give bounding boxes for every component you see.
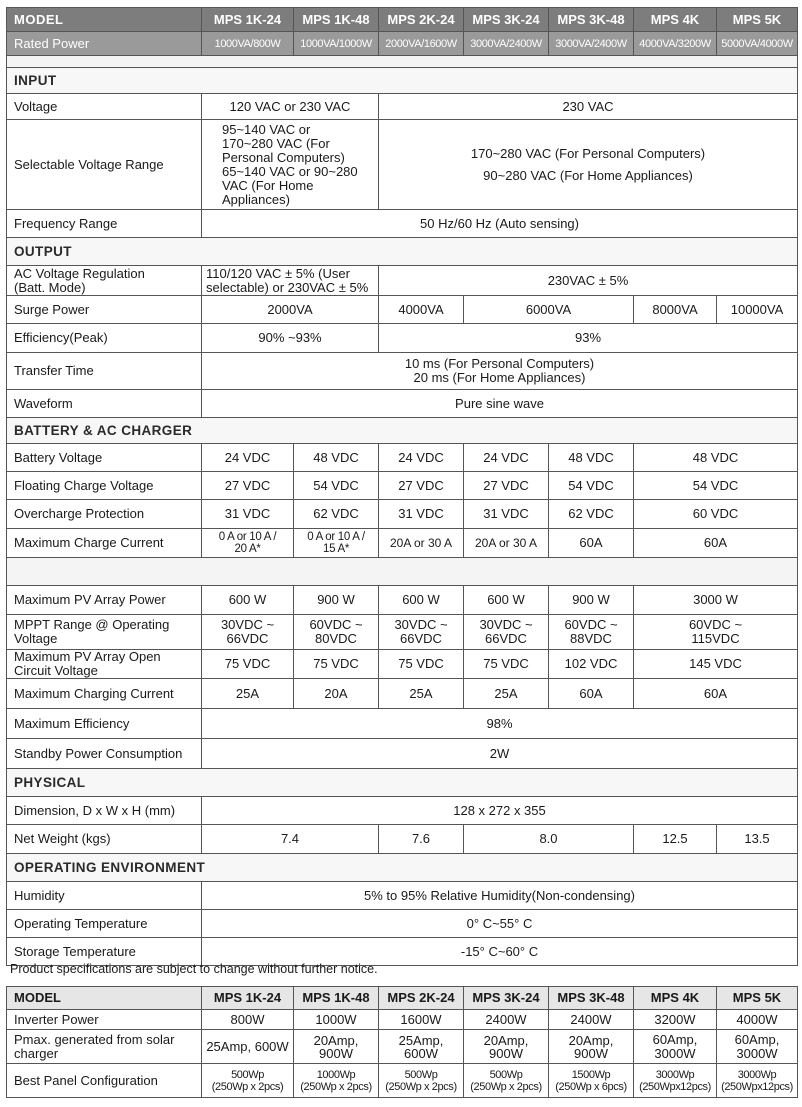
spec-value-line: 60VDC ~ [688,617,743,632]
rated-power-value: 1000VA/1000W [294,32,379,56]
spec-value: 900 W [549,586,634,615]
spec-value-line: 80VDC [315,631,357,646]
spec-value: 20A or 30 A [379,529,464,558]
spec-value-line: 15 A* [323,543,349,555]
model-name: MPS 5K [717,987,798,1010]
spec-value: 75 VDC [294,650,379,679]
spec-value: 230VAC ± 5% [379,266,798,296]
spec-value: 2400W [464,1010,549,1030]
spec-value [634,1064,717,1098]
spec-label: Humidity [7,882,202,910]
spec-label-line: (Batt. Mode) [14,279,86,295]
spec-value-line: 60Amp, [652,1031,698,1047]
spec-label: Voltage [7,94,202,120]
spec-value: 25Amp, 600W [379,1030,464,1064]
spec-value [549,1064,634,1098]
spec-label: Maximum Charging Current [7,679,202,709]
spec-value-line: VAC (For Home [222,177,314,193]
section-title-output: OUTPUT [7,238,798,266]
spec-value: 120 VAC or 230 VAC [202,94,379,120]
spec-value [379,120,798,210]
spec-value-line: 500Wp [231,1068,264,1081]
spec-value-line: 1500Wp [571,1068,611,1081]
spec-value: 0° C~55° C [202,910,798,938]
model-name: MPS 1K-24 [202,987,294,1010]
spec-label: Maximum Efficiency [7,709,202,739]
spec-value: 800W [202,1010,294,1030]
spec-value: 75 VDC [379,650,464,679]
spec-row-mppt [7,615,798,650]
spec-value-line: 170~280 VAC (For Personal Computers) [470,145,706,161]
spec-value [464,1064,549,1098]
spec-row-max-charge [7,529,798,558]
spec-row-pmax [7,1030,798,1064]
spec-row-surge [7,296,798,324]
model-name: MPS 1K-48 [294,8,379,32]
model-name: MPS 2K-24 [379,987,464,1010]
spec-value-line: selectable) or 230VAC ± 5% [206,279,369,295]
spec-row-voltage [7,94,798,120]
spec-value: 2W [202,739,798,769]
spec-value-line: 30VDC ~ [394,617,448,632]
spec-value: 31 VDC [464,500,549,529]
spec-label [7,1030,202,1064]
spec-row-transfer [7,353,798,390]
model-label: MODEL [7,987,202,1010]
spec-row-efficiency [7,324,798,353]
spacer-row [7,56,798,68]
model-name: MPS 1K-48 [294,987,379,1010]
spec-label: Dimension, D x W x H (mm) [7,797,202,825]
spec-label-line: Pmax. generated from solar [14,1031,175,1047]
spec-row-waveform [7,390,798,418]
spec-value-line: 0 A or 10 A / [218,531,277,543]
spec-value: 27 VDC [464,472,549,500]
section-title-battery: BATTERY & AC CHARGER [7,418,798,444]
spec-value: 31 VDC [202,500,294,529]
spec-value: 7.4 [202,825,379,854]
spec-value-line: 60Amp, [734,1031,780,1047]
spec-value: 3200W [634,1010,717,1030]
spec-value [202,266,379,296]
spec-value [202,120,379,210]
spec-value: 27 VDC [379,472,464,500]
spec-value [717,1064,798,1098]
spec-value: 62 VDC [549,500,634,529]
spec-label [7,650,202,679]
model-name: MPS 1K-24 [202,8,294,32]
spec-value: 230 VAC [379,94,798,120]
spec-value [202,529,294,558]
rated-power-row [7,32,798,56]
spec-value-line: 66VDC [226,631,269,646]
section-title-input: INPUT [7,68,798,94]
spec-value: 600 W [202,586,294,615]
spec-value-line: 66VDC [485,631,527,646]
spec-value: 24 VDC [464,444,549,472]
spec-value: 54 VDC [634,472,798,500]
spec-value-line: 115VDC [691,631,740,646]
spec-label: Transfer Time [7,353,202,390]
spec-row-battery-voltage [7,444,798,472]
spec-value: 62 VDC [294,500,379,529]
spec-value: 27 VDC [202,472,294,500]
spec-value: 90% ~93% [202,324,379,353]
section-title-environment: OPERATING ENVIRONMENT [7,854,798,882]
spec-row-open-circuit [7,650,798,679]
spec-value: 24 VDC [202,444,294,472]
spec-value-line: Appliances) [222,191,290,207]
spec-value-line: (250Wp x 2pcs) [470,1080,542,1093]
spec-value-line: 30VDC ~ [479,617,533,632]
spec-row-charging [7,679,798,709]
spec-value-line: (250Wp x 2pcs) [300,1080,372,1093]
spec-value: 20A or 30 A [464,529,549,558]
spec-value-line: 3000W [736,1045,778,1061]
section-row [7,418,798,444]
spec-label: Selectable Voltage Range [7,120,202,210]
section-row [7,769,798,797]
spec-value [717,1030,798,1064]
spec-value: 20Amp, 900W [294,1030,379,1064]
model-name: MPS 3K-48 [549,8,634,32]
spec-value: 128 x 272 x 355 [202,797,798,825]
spec-value: 4000W [717,1010,798,1030]
spec-value-line: 20 ms (For Home Appliances) [413,370,586,385]
spec-label-line: Voltage [14,631,58,646]
spec-value-line: (250Wp x 2pcs) [211,1080,284,1093]
spec-row-max-efficiency [7,709,798,739]
spec-value [634,615,798,650]
spec-value: -15° C~60° C [202,938,798,966]
spec-value: 93% [379,324,798,353]
spec-value: 54 VDC [549,472,634,500]
spec-label: Net Weight (kgs) [7,825,202,854]
spec-value: 10000VA [717,296,798,324]
spec-value [202,1064,294,1098]
spec-label: Efficiency(Peak) [7,324,202,353]
spec-value: 2400W [549,1010,634,1030]
spacer-row [7,558,798,586]
spec-value: 60A [549,679,634,709]
spec-value-line: 90~280 VAC (For Home Appliances) [483,167,693,183]
spec-label: Maximum Charge Current [7,529,202,558]
spec-value: 48 VDC [634,444,798,472]
spec-value: 60A [549,529,634,558]
spec-value-line: 60VDC ~ [564,617,618,632]
spec-value-line: 3000Wp [737,1068,777,1081]
spec-value: 13.5 [717,825,798,854]
spec-value-line: 170~280 VAC (For [222,135,330,151]
spec-value-line: 110/120 VAC ± 5% (User [206,265,350,281]
spec-value: 75 VDC [464,650,549,679]
spec-value-line: 1000Wp [316,1068,356,1081]
spec-label: Surge Power [7,296,202,324]
rated-power-value: 4000VA/3200W [634,32,717,56]
spec-label: Operating Temperature [7,910,202,938]
spec-label: Frequency Range [7,210,202,238]
spec-label: Standby Power Consumption [7,739,202,769]
spec-value [294,615,379,650]
spec-row-floating [7,472,798,500]
spec-label-line: Circuit Voltage [14,663,98,678]
spec-value [202,615,294,650]
spec-value: 20Amp, 900W [464,1030,549,1064]
spec-value-line: 65~140 VAC or 90~280 [222,163,358,179]
spec-value [202,353,798,390]
spec-value: 8.0 [464,825,634,854]
spec-value [549,615,634,650]
model-name: MPS 5K [717,8,798,32]
spec-value: 7.6 [379,825,464,854]
model-name: MPS 4K [634,987,717,1010]
spec-value: 54 VDC [294,472,379,500]
spec-value: 6000VA [464,296,634,324]
spec-value: 900 W [294,586,379,615]
spec-value: 102 VDC [549,650,634,679]
spec-value: 1600W [379,1010,464,1030]
model-header-row [7,987,798,1010]
spec-value [294,1064,379,1098]
spec-value: 145 VDC [634,650,798,679]
spec-value: 20A [294,679,379,709]
spec-value [634,1030,717,1064]
spec-value-line: 66VDC [400,631,442,646]
spec-value-line: (250Wp x 6pcs) [555,1080,627,1093]
spec-row-weight [7,825,798,854]
spec-value: 5% to 95% Relative Humidity(Non-condensing) [202,882,798,910]
rated-power-value: 3000VA/2400W [549,32,634,56]
spec-value: 75 VDC [202,650,294,679]
spec-value-line: 500Wp [489,1068,523,1081]
spec-value-line: (250Wp x 2pcs) [385,1080,457,1093]
spec-value: 2000VA [202,296,379,324]
spec-value-line: (250Wpx12pcs) [721,1080,793,1093]
spec-value: Pure sine wave [202,390,798,418]
section-row [7,68,798,94]
spec-value-line: 95~140 VAC or [222,121,311,137]
spec-value: 50 Hz/60 Hz (Auto sensing) [202,210,798,238]
spec-label-line: AC Voltage Regulation [14,265,145,281]
spec-value-line: 0 A or 10 A / [307,531,365,543]
spec-value-line: 30VDC ~ [220,617,275,632]
spec-row-overcharge [7,500,798,529]
spec-value: 98% [202,709,798,739]
rated-power-value: 2000VA/1600W [379,32,464,56]
spec-value: 25Amp, 600W [202,1030,294,1064]
spec-row-pv-power [7,586,798,615]
disclaimer-note: Product specifications are subject to change without further notice. [10,962,378,976]
spec-row-frequency [7,210,798,238]
spec-label-line: charger [14,1045,59,1061]
spec-row-ac-regulation [7,266,798,296]
model-name: MPS 4K [634,8,717,32]
spec-value: 1000W [294,1010,379,1030]
spec-value: 60A [634,679,798,709]
spec-value-line: 88VDC [570,631,612,646]
spec-value: 24 VDC [379,444,464,472]
spec-label: Battery Voltage [7,444,202,472]
spec-row-inverter [7,1010,798,1030]
spec-value: 48 VDC [549,444,634,472]
spec-row-standby [7,739,798,769]
spec-table [6,7,798,966]
spec-value-line: 10 ms (For Personal Computers) [404,356,595,371]
spec-value: 48 VDC [294,444,379,472]
spec-value: 600 W [379,586,464,615]
rated-power-value: 3000VA/2400W [464,32,549,56]
rated-power-value: 5000VA/4000W [717,32,798,56]
spec-label: Inverter Power [7,1010,202,1030]
spec-label: Overcharge Protection [7,500,202,529]
spec-value: 600 W [464,586,549,615]
spec-label-line: MPPT Range @ Operating [14,617,170,632]
spec-value: 12.5 [634,825,717,854]
spec-value: 31 VDC [379,500,464,529]
spec-value-line: 3000Wp [655,1068,695,1081]
model-header-row [7,8,798,32]
model-name: MPS 3K-24 [464,8,549,32]
section-row [7,238,798,266]
section-row [7,854,798,882]
spec-row-operating-temp [7,910,798,938]
spec-value: 25A [464,679,549,709]
spec-value: 8000VA [634,296,717,324]
spec-label: Best Panel Configuration [7,1064,202,1098]
spec-label-line: Maximum PV Array Open [14,649,161,664]
spec-value [379,1064,464,1098]
spec-value: 4000VA [379,296,464,324]
spec-row-panel-config [7,1064,798,1098]
spec-value-line: Personal Computers) [222,149,345,165]
spec-row-humidity [7,882,798,910]
spec-value: 60 VDC [634,500,798,529]
spec-value-line: 3000W [654,1045,696,1061]
spec-value-line: (250Wpx12pcs) [639,1080,711,1093]
spec-value: 25A [379,679,464,709]
rated-power-label: Rated Power [7,32,202,56]
solar-config-table [6,986,798,1098]
spec-value: 60A [634,529,798,558]
spec-value: 3000 W [634,586,798,615]
spec-label: Storage Temperature [7,938,202,966]
spec-value [294,529,379,558]
model-name: MPS 3K-24 [464,987,549,1010]
rated-power-value: 1000VA/800W [202,32,294,56]
model-name: MPS 3K-48 [549,987,634,1010]
spec-value [379,615,464,650]
model-name: MPS 2K-24 [379,8,464,32]
spec-row-dimension [7,797,798,825]
spec-value: 20Amp, 900W [549,1030,634,1064]
spec-value-line: 20 A* [234,543,261,555]
spec-label [7,615,202,650]
spec-label: Floating Charge Voltage [7,472,202,500]
model-label: MODEL [7,8,202,32]
spec-row-selectable-range [7,120,798,210]
spec-label: Maximum PV Array Power [7,586,202,615]
spec-value-line: 60VDC ~ [309,617,363,632]
spec-value: 25A [202,679,294,709]
spec-label [7,266,202,296]
spec-label: Waveform [7,390,202,418]
section-title-physical: PHYSICAL [7,769,798,797]
spec-value-line: 500Wp [404,1068,438,1081]
spec-value [464,615,549,650]
